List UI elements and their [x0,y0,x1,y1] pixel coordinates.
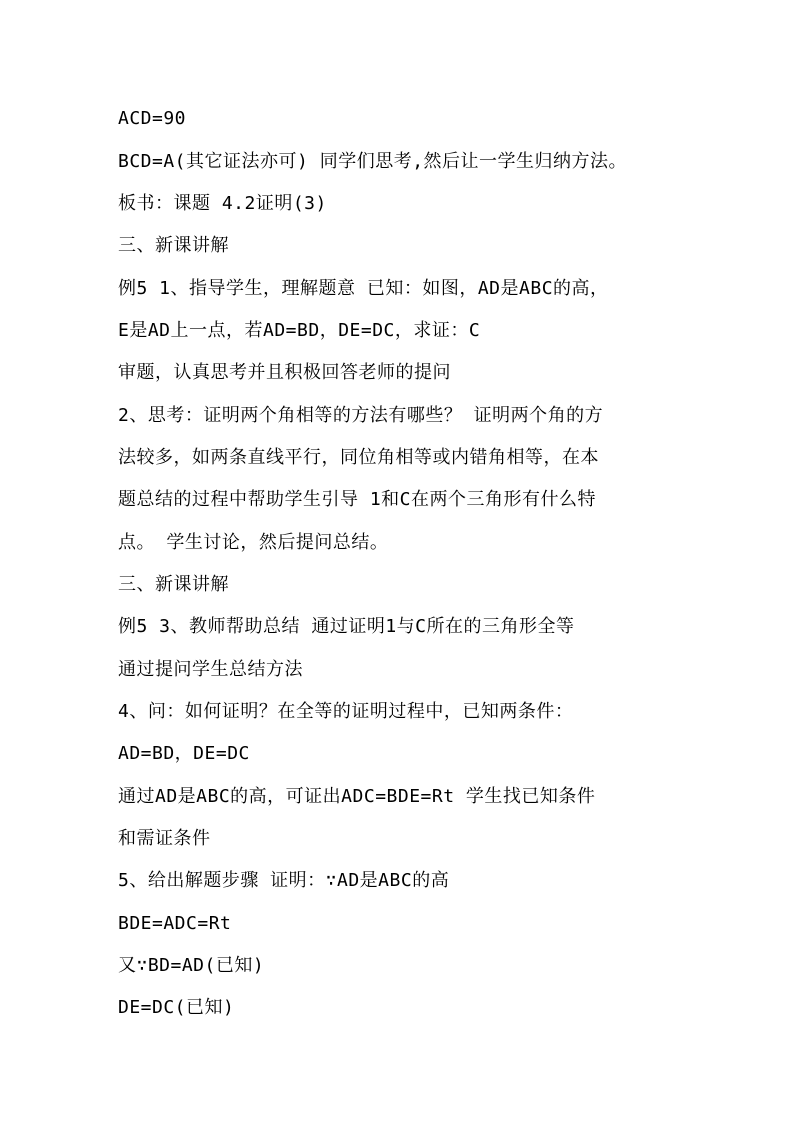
section-heading: 三、新课讲解 [118,574,229,595]
text-line: 板书：课题 4.2证明(3) [118,193,327,214]
text-line: 点。 学生讨论，然后提问总结。 [118,532,389,553]
text-line: 5、给出解题步骤 证明：∵AD是ABC的高 [118,870,450,891]
text-line: 2、思考：证明两个角相等的方法有哪些？ 证明两个角的方 [118,405,604,426]
text-line: 通过提问学生总结方法 [118,659,303,680]
text-line: 例5 1、指导学生，理解题意 已知：如图，AD是ABC的高， [118,278,609,299]
text-line: AD=BD，DE=DC [118,743,250,764]
text-line: 又∵BD=AD(已知) [118,955,265,976]
text-line: 和需证条件 [118,828,211,849]
text-line: ACD=90 [118,108,187,129]
text-line: DE=DC(已知) [118,997,235,1018]
section-heading: 三、新课讲解 [118,235,229,256]
text-line: 通过AD是ABC的高，可证出ADC=BDE=Rt 学生找已知条件 [118,786,596,807]
text-line: BDE=ADC=Rt [118,913,232,934]
text-line: 例5 3、教师帮助总结 通过证明1与C所在的三角形全等 [118,616,575,637]
text-line: E是AD上一点，若AD=BD，DE=DC，求证：C [118,320,481,341]
text-line: BCD=A(其它证法亦可) 同学们思考,然后让一学生归纳方法。 [118,151,628,172]
text-line: 4、问：如何证明？在全等的证明过程中，已知两条件： [118,701,574,722]
text-line: 法较多，如两条直线平行，同位角相等或内错角相等，在本 [118,447,599,468]
text-line: 审题，认真思考并且积极回答老师的提问 [118,362,451,383]
text-line: 题总结的过程中帮助学生引导 1和C在两个三角形有什么特 [118,489,597,510]
